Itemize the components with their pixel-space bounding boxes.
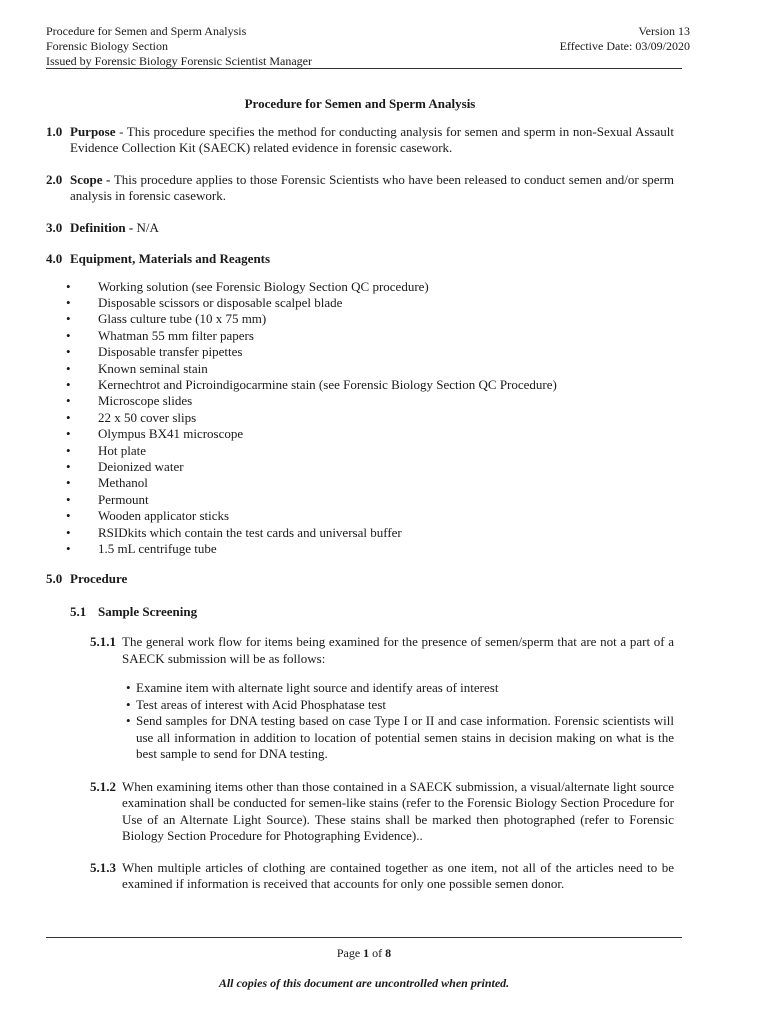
bullet: • xyxy=(66,508,71,524)
document-body xyxy=(46,96,674,908)
bullet: • xyxy=(66,376,71,392)
bullet: • xyxy=(126,696,131,712)
header-procedure-name: Procedure for Semen and Sperm Analysis xyxy=(46,24,247,38)
bullet: • xyxy=(66,393,71,409)
footer-divider xyxy=(46,937,682,938)
workflow-step xyxy=(126,713,674,763)
equipment-item-text: 22 x 50 cover slips xyxy=(98,409,197,425)
equipment-item-text: Methanol xyxy=(98,475,148,491)
workflow-step-text: Test areas of interest with Acid Phosphatase test xyxy=(136,696,387,712)
equipment-item-text: Working solution (see Forensic Biology Section QC procedure) xyxy=(98,278,429,294)
section-text: N/A xyxy=(136,219,159,235)
equipment-item xyxy=(46,426,674,442)
page-prefix: Page xyxy=(336,946,364,960)
section-heading: Scope - xyxy=(70,171,114,187)
section-text: This procedure applies to those Forensic Scientists who have been released to conduct semen and/or sperm analysis in forensic casework. xyxy=(70,171,674,203)
bullet: • xyxy=(66,311,71,327)
equipment-item xyxy=(46,361,674,377)
header-effective-date: Effective Date: 03/09/2020 xyxy=(559,39,690,53)
bullet: • xyxy=(126,680,131,696)
paragraph-text: When multiple articles of clothing are contained together as one item, not all of the articles need to be examined if information is received that accounts for only one possible semen donor. xyxy=(122,859,674,892)
equipment-item-text: 1.5 mL centrifuge tube xyxy=(98,541,217,556)
equipment-item-text: Kernechtrot and Picroindigocarmine stain (see Forensic Biology Section QC Procedure) xyxy=(98,376,557,392)
bullet: • xyxy=(66,344,71,360)
equipment-item xyxy=(46,475,674,491)
paragraph-number: 5.1.2 xyxy=(90,778,116,794)
section-heading: Equipment, Materials and Reagents xyxy=(70,251,271,266)
bullet: • xyxy=(66,327,71,343)
header-issuer: Issued by Forensic Biology Forensic Scientist Manager xyxy=(46,54,312,68)
equipment-item-text: Hot plate xyxy=(98,442,147,458)
equipment-item-text: Glass culture tube (10 x 75 mm) xyxy=(98,311,267,327)
section-purpose xyxy=(46,124,674,157)
section-heading: Definition - xyxy=(70,219,137,235)
workflow-step-text: Examine item with alternate light source and identify areas of interest xyxy=(136,680,499,696)
header-divider xyxy=(46,68,682,69)
equipment-item xyxy=(46,393,674,409)
equipment-item xyxy=(46,344,674,360)
document-title: Procedure for Semen and Sperm Analysis xyxy=(244,96,476,111)
page-current: 1 xyxy=(363,946,370,960)
uncontrolled-disclaimer: All copies of this document are uncontrolled when printed. xyxy=(218,976,510,990)
section-heading: Purpose xyxy=(70,123,116,139)
paragraph-5-1-1 xyxy=(90,634,674,667)
equipment-item-text: RSIDkits which contain the test cards and universal buffer xyxy=(98,524,402,540)
subsection-sample-screening xyxy=(70,604,674,621)
bullet: • xyxy=(66,458,71,474)
equipment-item xyxy=(46,459,674,475)
paragraph-text: The general work flow for items being examined for the presence of semen/sperm that are not a part of a SAECK submission will be as follows: xyxy=(122,634,674,666)
bullet: • xyxy=(66,360,71,376)
section-definition xyxy=(46,220,674,237)
workflow-step xyxy=(126,680,674,697)
equipment-item xyxy=(46,295,674,311)
subsection-heading: Sample Screening xyxy=(98,603,198,619)
bullet: • xyxy=(126,713,131,729)
page-of: of xyxy=(369,946,386,960)
equipment-list xyxy=(46,279,674,558)
workflow-step xyxy=(126,697,674,714)
bullet: • xyxy=(66,409,71,425)
section-number: 3.0 xyxy=(46,219,63,235)
equipment-item-text: Known seminal stain xyxy=(98,360,208,376)
equipment-item xyxy=(46,410,674,426)
equipment-item xyxy=(46,525,674,541)
equipment-item-text: Permount xyxy=(98,491,149,507)
paragraph-number: 5.1.1 xyxy=(90,634,116,650)
bullet: • xyxy=(66,524,71,540)
bullet: • xyxy=(66,278,71,294)
section-text: - This procedure specifies the method for conducting analysis for semen and sperm in non-Sexual Assault Evidence Collection Kit (SAECK) related evidence in forensic casework. xyxy=(70,123,674,155)
section-procedure xyxy=(46,571,674,588)
bullet: • xyxy=(66,491,71,507)
equipment-item-text: Disposable scissors or disposable scalpel blade xyxy=(98,294,343,310)
equipment-item-text: Whatman 55 mm filter papers xyxy=(98,327,254,343)
section-number: 1.0 xyxy=(46,123,63,139)
paragraph-number: 5.1.3 xyxy=(90,859,116,875)
equipment-item xyxy=(46,377,674,393)
section-scope xyxy=(46,172,674,205)
equipment-item-text: Olympus BX41 microscope xyxy=(98,426,244,442)
bullet: • xyxy=(66,541,71,556)
equipment-item xyxy=(46,492,674,508)
paragraph-text: When examining items other than those contained in a SAECK submission, a visual/alternate light source examination shall be conducted for semen-like stains (refer to the Forensic Biology Section Procedure for Use of an Alternate Light Source). These stains shall be marked then photographed (refer to Forensic Biology Section Procedure for Photographing Evidence).. xyxy=(122,778,674,844)
equipment-item-text: Disposable transfer pipettes xyxy=(98,344,243,360)
equipment-item xyxy=(46,443,674,459)
equipment-item xyxy=(46,508,674,524)
workflow-step-text: Send samples for DNA testing based on case Type I or II and case information. Forensic scientists will use all information in addition to location of potential semen stains in decision making on what is the best sample to send for DNA testing. xyxy=(136,713,674,762)
equipment-item xyxy=(46,311,674,327)
bullet: • xyxy=(66,294,71,310)
bullet: • xyxy=(66,475,71,491)
paragraph-5-1-2 xyxy=(90,779,674,845)
subsection-number: 5.1 xyxy=(70,603,87,619)
bullet: • xyxy=(66,426,71,442)
equipment-item-text: Microscope slides xyxy=(98,393,193,409)
section-number: 2.0 xyxy=(46,171,63,187)
page-total: 8 xyxy=(385,946,392,960)
header-section: Forensic Biology Section xyxy=(46,39,168,53)
section-number: 4.0 xyxy=(46,251,63,266)
header-version: Version 13 xyxy=(638,24,690,38)
paragraph-5-1-3 xyxy=(90,860,674,893)
equipment-item-text: Deionized water xyxy=(98,458,184,474)
workflow-list xyxy=(126,680,674,763)
equipment-item xyxy=(46,328,674,344)
section-heading: Procedure xyxy=(70,571,128,587)
equipment-item xyxy=(46,541,674,557)
header-right xyxy=(560,24,690,54)
equipment-item xyxy=(46,279,674,295)
section-number: 5.0 xyxy=(46,571,63,587)
page-number xyxy=(46,946,682,961)
bullet: • xyxy=(66,442,71,458)
section-equipment xyxy=(46,251,674,268)
header-left xyxy=(46,24,312,69)
equipment-item-text: Wooden applicator sticks xyxy=(98,508,230,524)
